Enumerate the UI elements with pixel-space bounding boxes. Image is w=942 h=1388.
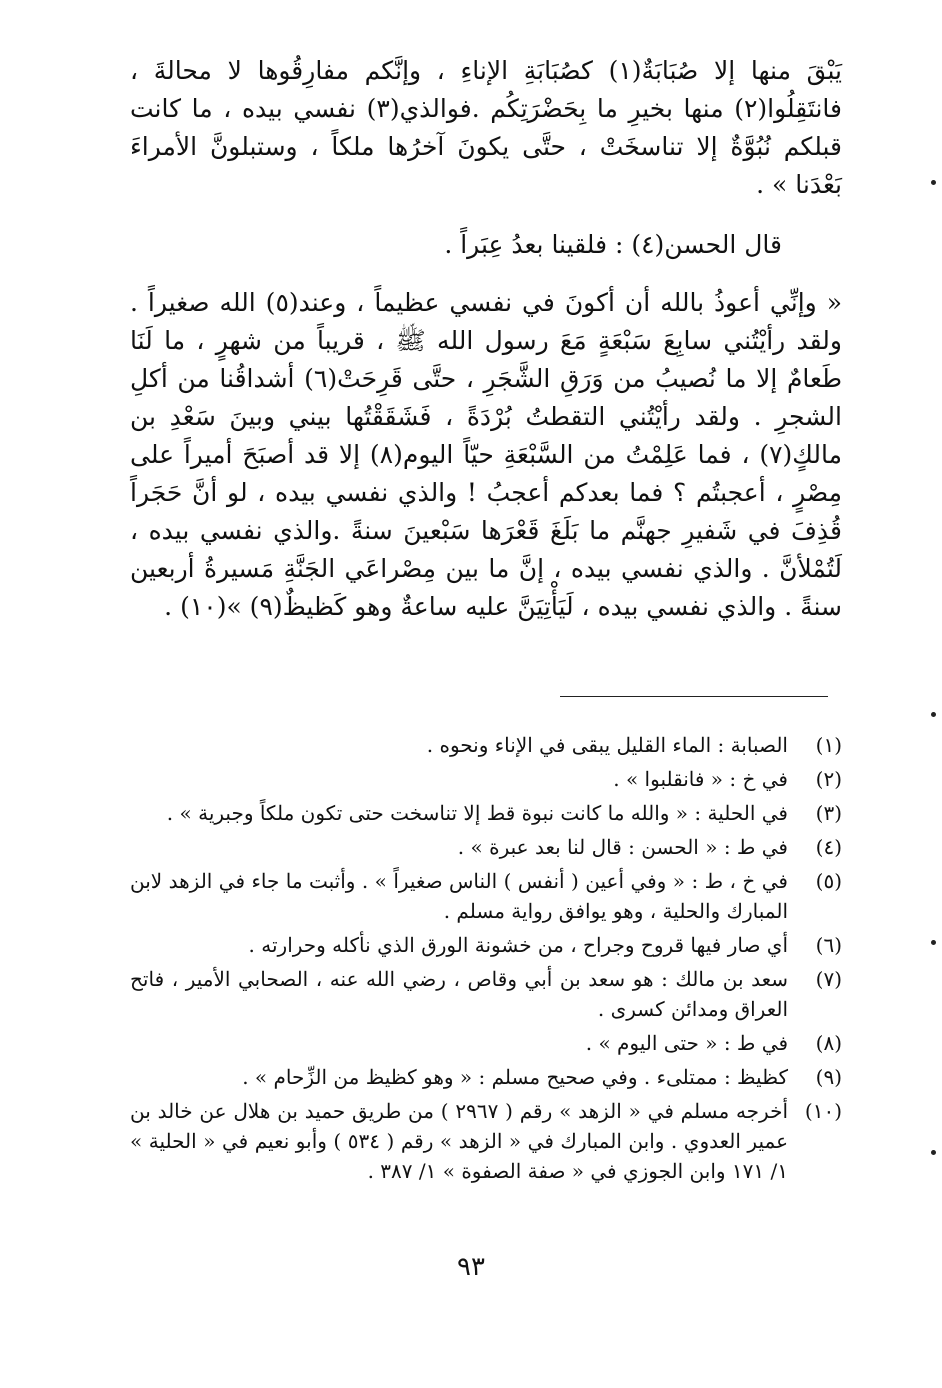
footnote-number: (٦)	[815, 933, 842, 957]
footnotes	[130, 730, 842, 1190]
footnote-text: كظيظ : ممتلىء . وفي صحيح مسلم : « وهو كظيظ من الزِّحام » .	[242, 1065, 788, 1089]
footnote-number: (٥)	[815, 869, 842, 893]
footnote-number: (٩)	[815, 1065, 842, 1089]
margin-speck	[931, 712, 936, 717]
footnote-10	[130, 1096, 842, 1186]
paragraph-1: يَبْقَ منها إلا صُبَابَةٌ(١) كصُبَابَةِ الإناءِ ، وإنَّكم مفارِقُوها لا محالةَ ، فانتَقِلُوا(٢) منها بخيرِ ما بِحَضْرَتِكُم .فوالذي(٣) نفسي بيده ، ما كانت قبلكم نُبُوَّةٌ إلا تناسخَتْ ، حتَّى يكونَ آخرُها ملكاً ، وستبلونَّ الأمراءَ بَعْدَنا » .	[130, 56, 843, 199]
footnote-number: (٢)	[815, 767, 842, 791]
footnote-divider	[560, 696, 828, 697]
footnote-text: الصبابة : الماء القليل يبقى في الإناء ونحوه .	[426, 733, 788, 757]
footnote-number: (٨)	[815, 1031, 842, 1055]
margin-speck	[931, 180, 936, 185]
paragraph-2: قال الحسن(٤) : فلقينا بعدُ عِبَراً .	[444, 230, 782, 259]
footnote-text: في خ : « فانقلبوا » .	[613, 767, 788, 791]
margin-speck	[931, 1150, 936, 1155]
footnote-number: (١)	[815, 733, 842, 757]
footnote-text: في ط : « حتى اليوم » .	[585, 1031, 788, 1055]
footnote-4	[130, 832, 842, 862]
footnote-number: (١٠)	[804, 1099, 842, 1123]
margin-speck	[931, 940, 936, 945]
footnote-text: أخرجه مسلم في « الزهد » رقم ( ٢٩٦٧ ) من طريق حميد بن هلال عن خالد بن عمير العدوي . وابن المبارك في « الزهد » رقم ( ٥٣٤ ) وأبو نعيم في « الحلية » ١/ ١٧١ وابن الجوزي في « صفة الصفوة » ١/ ٣٨٧ .	[130, 1099, 789, 1183]
footnote-number: (٧)	[815, 967, 842, 991]
footnote-8	[130, 1028, 842, 1058]
footnote-text: في الحلية : « والله ما كانت نبوة قط إلا تناسخت حتى تكون ملكاً وجبرية » .	[166, 801, 788, 825]
paragraph-3: « وإنِّي أعوذُ بالله أن أكونَ في نفسي عظيماً ، وعند(٥) الله صغيراً . ولقد رأيْتُني سابِعَ سَبْعَةٍ مَعَ رسول الله ﷺ ، قريباً من شهرٍ ، ما لَنَا طَعامٌ إلا ما نُصيبُ من وَرَقِ الشَّجَرِ ، حتَّى قَرِحَتْ(٦) أشداقُنا من أكلِ الشجرِ . ولقد رأيْتُني التقطتُ بُرْدَةً ، فَشَقَقْتُها بيني وبينَ سَعْدِ بن مالكٍ(٧) ، فما عَلِمْتُ من السَّبْعَةِ حيّاً اليوم(٨) إلا قد أصبَحَ أميراً على مِصْرٍ ، أعجبتُم ؟ فما بعدكم أعجبُ ! والذي نفسي بيده ، لو أنَّ حَجَراً قُذِفَ في شَفيرِ جهنَّم ما بَلَغَ قَعْرَها سَبْعينَ سنةً .والذي نفسي بيده ، لَتُمْلأنَّ . والذي نفسي بيده ، إنَّ ما بين مِصْراعَي الجَنَّةِ مَسيرةُ أربعين سنةً . والذي نفسي بيده ، لَيَأْتِيَنَّ عليه ساعةٌ وهو كَظيظٌ(٩) »(١٠) .	[130, 288, 843, 621]
footnote-text: في ط : « الحسن : قال لنا بعد عبرة » .	[457, 835, 788, 859]
footnote-number: (٣)	[815, 801, 842, 825]
footnote-text: سعد بن مالك : هو سعد بن أبي وقاص ، رضي الله عنه ، الصحابي الأمير ، فاتح العراق ومدائن كسرى .	[130, 967, 788, 1021]
footnote-5	[130, 866, 842, 926]
footnote-6	[130, 930, 842, 960]
footnote-text: أي صار فيها قروح وجراح ، من خشونة الورق الذي نأكله وحرارته .	[248, 933, 788, 957]
page-number: ٩٣	[457, 1252, 485, 1282]
main-text	[130, 52, 842, 626]
footnote-2	[130, 764, 842, 794]
footnote-text: في خ ، ط : « وفي أعين ( أنفس ) الناس صغيراً » . وأثبت ما جاء في الزهد لابن المبارك والحلية ، وهو يوافق رواية مسلم .	[130, 869, 788, 923]
footnote-7	[130, 964, 842, 1024]
footnote-9	[130, 1062, 842, 1092]
footnote-number: (٤)	[815, 835, 842, 859]
footnote-3	[130, 798, 842, 828]
footnote-1	[130, 730, 842, 760]
